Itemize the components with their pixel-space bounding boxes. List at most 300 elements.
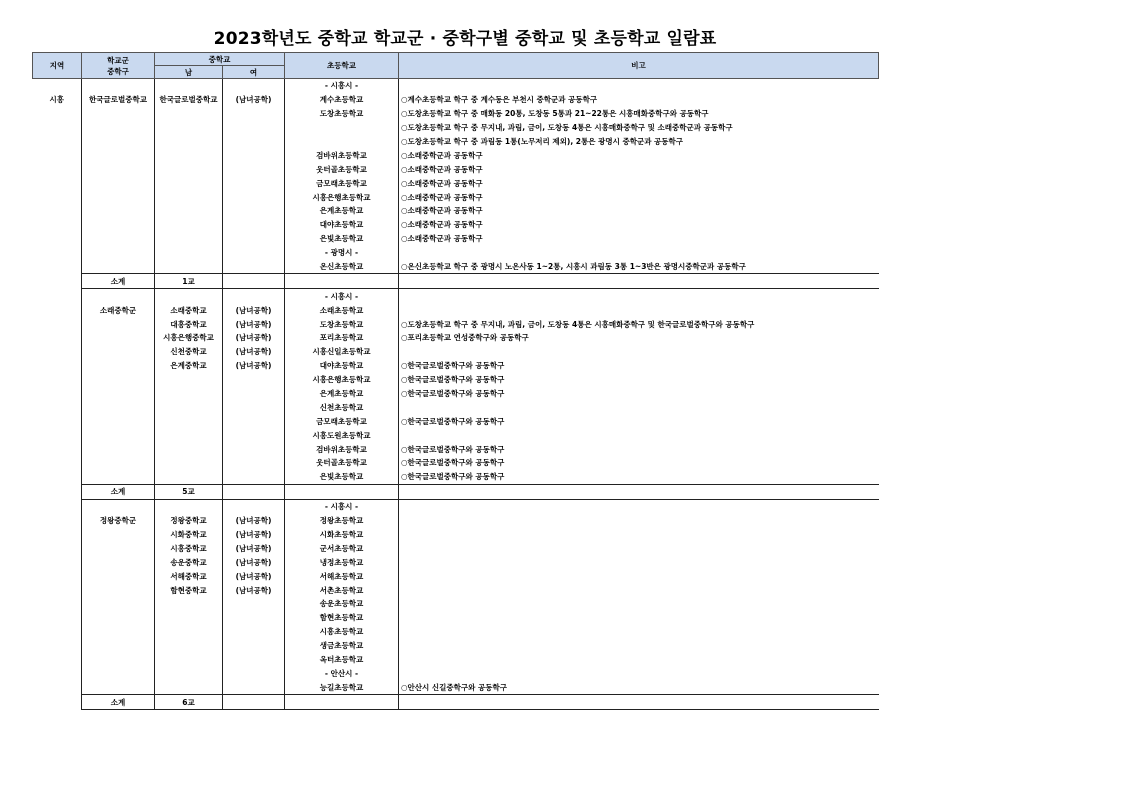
cell-elementary: 금모래초등학교	[285, 414, 399, 428]
cell-remarks: ○한국글로벌중학구와 공동학구	[401, 416, 505, 426]
cell-middle-school	[155, 680, 223, 694]
cell-remarks: ○한국글로벌중학구와 공동학구	[401, 472, 505, 482]
cell-middle-school: 시흥은행중학교	[155, 331, 223, 345]
cell-elementary: 도창초등학교	[285, 317, 399, 331]
cell-middle-school	[155, 232, 223, 246]
cell-region	[33, 456, 82, 470]
cell-region	[33, 135, 82, 149]
cell-elementary	[285, 135, 399, 149]
cell-remarks: ○안산시 신길중학구와 공동학구	[401, 682, 507, 692]
cell-elementary: 정왕초등학교	[285, 514, 399, 528]
cell-remarks	[399, 569, 879, 583]
cell-coed	[223, 666, 285, 680]
cell-coed	[223, 414, 285, 428]
cell-region	[33, 204, 82, 218]
cell-elementary: 시흥은행초등학교	[285, 373, 399, 387]
table-row	[33, 121, 879, 135]
cell-coed	[223, 456, 285, 470]
table-row	[33, 499, 879, 513]
cell-elementary: 능길초등학교	[285, 680, 399, 694]
cell-region	[33, 303, 82, 317]
cell-remarks: ○소래중학군과 공동학구	[401, 220, 483, 230]
table-row	[33, 246, 879, 260]
cell-remarks	[399, 400, 879, 414]
cell-middle-school: 6교	[155, 695, 223, 710]
table-row	[33, 303, 879, 317]
table-row	[33, 611, 879, 625]
table-row	[33, 470, 879, 484]
cell-middle-school: 한국글로벌중학교	[155, 93, 223, 107]
cell-elementary: 계수초등학교	[285, 93, 399, 107]
cell-school-group	[82, 162, 155, 176]
cell-elementary: 함현초등학교	[285, 611, 399, 625]
cell-region	[33, 107, 82, 121]
cell-remarks	[399, 639, 879, 653]
cell-coed	[223, 260, 285, 274]
cell-region	[33, 387, 82, 401]
cell-middle-school: 대흥중학교	[155, 317, 223, 331]
table-row	[33, 359, 879, 373]
cell-school-group	[82, 135, 155, 149]
cell-region	[33, 176, 82, 190]
cell-elementary: 옥터초등학교	[285, 653, 399, 667]
cell-elementary: 서촌초등학교	[285, 583, 399, 597]
cell-middle-school	[155, 611, 223, 625]
cell-elementary: 소래초등학교	[285, 303, 399, 317]
table-row	[33, 528, 879, 542]
cell-coed	[223, 387, 285, 401]
header-school-group-line1: 학교군	[107, 55, 129, 65]
cell-remarks: ○소래중학군과 공동학구	[401, 206, 483, 216]
cell-remarks	[399, 555, 879, 569]
cell-coed	[223, 428, 285, 442]
cell-middle-school: 1교	[155, 274, 223, 289]
cell-coed	[223, 639, 285, 653]
cell-elementary: 웃터골초등학교	[285, 162, 399, 176]
cell-school-group: 소계	[82, 695, 155, 710]
cell-school-group	[82, 583, 155, 597]
table-row	[33, 666, 879, 680]
cell-coed: (남녀공학)	[223, 555, 285, 569]
cell-region	[33, 597, 82, 611]
cell-school-group: 소계	[82, 484, 155, 499]
cell-middle-school	[155, 162, 223, 176]
table-row	[33, 625, 879, 639]
cell-school-group	[82, 190, 155, 204]
cell-coed	[223, 274, 285, 289]
table-row	[33, 289, 879, 303]
cell-school-group	[82, 148, 155, 162]
cell-coed	[223, 373, 285, 387]
table-row	[33, 442, 879, 456]
cell-remarks: ○소래중학군과 공동학구	[401, 150, 483, 160]
cell-middle-school	[155, 625, 223, 639]
table-row	[33, 176, 879, 190]
cell-region	[33, 331, 82, 345]
cell-school-group: 소래중학군	[82, 303, 155, 317]
cell-elementary: 은빛초등학교	[285, 470, 399, 484]
cell-remarks: ○도창초등학교 학구 중 무지내, 과림, 금이, 도창동 4통은 시흥매화중학구 및 소래중학군과 공동학구	[401, 123, 733, 133]
table-row	[33, 204, 879, 218]
cell-region	[33, 528, 82, 542]
table-row	[33, 639, 879, 653]
cell-remarks	[399, 514, 879, 528]
cell-region	[33, 484, 82, 499]
cell-school-group	[82, 680, 155, 694]
cell-school-group	[82, 317, 155, 331]
cell-coed	[223, 695, 285, 710]
cell-coed: (남녀공학)	[223, 331, 285, 345]
cell-remarks	[399, 345, 879, 359]
cell-school-group	[82, 639, 155, 653]
cell-remarks: ○소래중학군과 공동학구	[401, 164, 483, 174]
cell-region	[33, 541, 82, 555]
table-row	[33, 484, 879, 499]
cell-elementary: - 광명시 -	[285, 246, 399, 260]
table-header	[33, 53, 879, 79]
header-boys: 남	[155, 66, 223, 79]
cell-elementary	[285, 274, 399, 289]
cell-school-group	[82, 331, 155, 345]
cell-middle-school	[155, 499, 223, 513]
cell-coed	[223, 107, 285, 121]
cell-middle-school: 서해중학교	[155, 569, 223, 583]
cell-region	[33, 373, 82, 387]
cell-middle-school	[155, 79, 223, 93]
cell-remarks: ○한국글로벌중학구와 공동학구	[401, 361, 505, 371]
cell-elementary: 시흥신일초등학교	[285, 345, 399, 359]
table-row	[33, 190, 879, 204]
cell-remarks	[399, 695, 879, 710]
header-region: 지역	[33, 53, 82, 79]
cell-school-group	[82, 528, 155, 542]
table-row	[33, 232, 879, 246]
school-list-table-wrapper	[32, 52, 878, 710]
document-title: 2023학년도 중학교 학교군 · 중학구별 중학교 및 초등학교 일람표	[213, 29, 717, 49]
table-row	[33, 274, 879, 289]
cell-region	[33, 121, 82, 135]
cell-middle-school	[155, 653, 223, 667]
cell-coed: (남녀공학)	[223, 317, 285, 331]
cell-remarks	[399, 583, 879, 597]
cell-elementary: 시흥은행초등학교	[285, 190, 399, 204]
cell-region	[33, 428, 82, 442]
school-list-table	[32, 52, 879, 710]
cell-region	[33, 317, 82, 331]
table-row	[33, 514, 879, 528]
cell-school-group	[82, 204, 155, 218]
cell-region	[33, 555, 82, 569]
cell-coed	[223, 176, 285, 190]
cell-middle-school	[155, 260, 223, 274]
cell-remarks	[399, 274, 879, 289]
cell-elementary	[285, 695, 399, 710]
cell-school-group	[82, 625, 155, 639]
table-row	[33, 653, 879, 667]
cell-middle-school	[155, 176, 223, 190]
cell-region	[33, 289, 82, 303]
cell-middle-school	[155, 218, 223, 232]
cell-remarks: ○한국글로벌중학구와 공동학구	[401, 375, 505, 385]
cell-remarks: ○도창초등학교 학구 중 과림동 1통(노무저리 제외), 2통은 광명시 중학군과 공동학구	[401, 137, 684, 146]
cell-school-group	[82, 666, 155, 680]
table-row	[33, 218, 879, 232]
cell-school-group	[82, 218, 155, 232]
cell-remarks	[399, 246, 879, 260]
cell-coed	[223, 148, 285, 162]
cell-elementary: 웃터골초등학교	[285, 456, 399, 470]
cell-school-group	[82, 456, 155, 470]
cell-elementary: 시화초등학교	[285, 528, 399, 542]
cell-region	[33, 232, 82, 246]
cell-elementary: 시흥도원초등학교	[285, 428, 399, 442]
cell-elementary: 검바위초등학교	[285, 148, 399, 162]
table-row	[33, 583, 879, 597]
cell-school-group: 소계	[82, 274, 155, 289]
table-row	[33, 135, 879, 149]
cell-middle-school	[155, 204, 223, 218]
cell-region	[33, 260, 82, 274]
cell-school-group	[82, 289, 155, 303]
cell-middle-school: 소래중학교	[155, 303, 223, 317]
cell-region	[33, 680, 82, 694]
cell-school-group	[82, 260, 155, 274]
cell-region	[33, 79, 82, 93]
cell-coed: (남녀공학)	[223, 359, 285, 373]
cell-remarks	[399, 303, 879, 317]
cell-coed: (남녀공학)	[223, 569, 285, 583]
cell-remarks	[399, 499, 879, 513]
cell-region	[33, 345, 82, 359]
cell-school-group	[82, 611, 155, 625]
cell-elementary: 은계초등학교	[285, 204, 399, 218]
cell-coed: (남녀공학)	[223, 583, 285, 597]
table-row	[33, 569, 879, 583]
table-row	[33, 680, 879, 694]
cell-elementary	[285, 121, 399, 135]
cell-elementary: 시흥초등학교	[285, 625, 399, 639]
cell-remarks	[399, 528, 879, 542]
cell-school-group	[82, 499, 155, 513]
cell-elementary: 은계초등학교	[285, 387, 399, 401]
cell-elementary: 대야초등학교	[285, 218, 399, 232]
table-body	[33, 79, 879, 710]
table-row	[33, 148, 879, 162]
cell-school-group	[82, 555, 155, 569]
cell-region	[33, 583, 82, 597]
cell-middle-school	[155, 289, 223, 303]
cell-elementary: 서해초등학교	[285, 569, 399, 583]
cell-school-group	[82, 121, 155, 135]
cell-middle-school: 시흥중학교	[155, 541, 223, 555]
cell-elementary: 금모래초등학교	[285, 176, 399, 190]
cell-remarks: ○소래중학군과 공동학구	[401, 178, 483, 188]
cell-school-group	[82, 176, 155, 190]
cell-elementary: 도창초등학교	[285, 107, 399, 121]
cell-middle-school	[155, 400, 223, 414]
cell-middle-school	[155, 121, 223, 135]
cell-region	[33, 470, 82, 484]
table-row	[33, 414, 879, 428]
cell-middle-school	[155, 442, 223, 456]
cell-middle-school	[155, 597, 223, 611]
cell-school-group	[82, 653, 155, 667]
cell-elementary: 은빛초등학교	[285, 232, 399, 246]
cell-region	[33, 639, 82, 653]
cell-school-group	[82, 470, 155, 484]
cell-middle-school	[155, 107, 223, 121]
cell-coed	[223, 79, 285, 93]
cell-middle-school	[155, 639, 223, 653]
cell-coed: (남녀공학)	[223, 345, 285, 359]
cell-region	[33, 625, 82, 639]
table-row	[33, 597, 879, 611]
cell-remarks	[399, 597, 879, 611]
table-row	[33, 93, 879, 107]
cell-middle-school	[155, 470, 223, 484]
cell-coed	[223, 232, 285, 246]
cell-remarks	[399, 289, 879, 303]
cell-region: 시흥	[49, 95, 64, 105]
cell-coed	[223, 597, 285, 611]
cell-middle-school	[155, 387, 223, 401]
cell-region	[33, 499, 82, 513]
cell-middle-school: 함현중학교	[155, 583, 223, 597]
table-row	[33, 400, 879, 414]
cell-remarks: ○포리초등학교 연성중학구와 공동학구	[401, 333, 529, 343]
cell-region	[33, 274, 82, 289]
cell-remarks	[399, 428, 879, 442]
cell-region	[33, 218, 82, 232]
cell-elementary: 신천초등학교	[285, 400, 399, 414]
table-row	[33, 555, 879, 569]
header-school-group-line2: 중학구	[107, 66, 129, 76]
cell-coed	[223, 611, 285, 625]
cell-middle-school	[155, 135, 223, 149]
cell-middle-school: 5교	[155, 484, 223, 499]
cell-school-group	[82, 569, 155, 583]
cell-region	[33, 653, 82, 667]
cell-school-group	[82, 246, 155, 260]
cell-school-group	[82, 373, 155, 387]
cell-elementary: 포리초등학교	[285, 331, 399, 345]
cell-elementary: 냉정초등학교	[285, 555, 399, 569]
cell-coed	[223, 190, 285, 204]
cell-school-group	[82, 541, 155, 555]
cell-region	[33, 414, 82, 428]
cell-middle-school	[155, 373, 223, 387]
cell-coed	[223, 625, 285, 639]
cell-middle-school	[155, 428, 223, 442]
cell-region	[33, 569, 82, 583]
cell-coed	[223, 484, 285, 499]
cell-remarks: ○계수초등학교 학구 중 계수동은 부천시 중학군과 공동학구	[401, 95, 598, 105]
cell-coed: (남녀공학)	[223, 541, 285, 555]
table-row	[33, 695, 879, 710]
table-row	[33, 331, 879, 345]
cell-school-group: 정왕중학군	[82, 514, 155, 528]
cell-middle-school: 정왕중학교	[155, 514, 223, 528]
cell-remarks	[399, 666, 879, 680]
cell-school-group	[82, 359, 155, 373]
cell-region	[33, 148, 82, 162]
cell-middle-school	[155, 190, 223, 204]
cell-school-group	[82, 387, 155, 401]
cell-coed	[223, 246, 285, 260]
cell-coed	[223, 218, 285, 232]
cell-remarks	[399, 79, 879, 93]
cell-region	[33, 400, 82, 414]
cell-elementary: - 안산시 -	[285, 666, 399, 680]
table-row	[33, 162, 879, 176]
table-row	[33, 317, 879, 331]
cell-remarks: ○한국글로벌중학구와 공동학구	[401, 444, 505, 454]
cell-middle-school: 시화중학교	[155, 528, 223, 542]
header-elementary: 초등학교	[285, 53, 399, 79]
cell-middle-school	[155, 414, 223, 428]
cell-region	[33, 611, 82, 625]
cell-coed	[223, 442, 285, 456]
header-school-group	[82, 53, 155, 79]
cell-region	[33, 162, 82, 176]
cell-middle-school	[155, 148, 223, 162]
cell-elementary: - 시흥시 -	[285, 499, 399, 513]
cell-remarks	[399, 484, 879, 499]
cell-elementary: 송운초등학교	[285, 597, 399, 611]
cell-remarks: ○도창초등학교 학구 중 무지내, 과림, 금이, 도창동 4통은 시흥매화중학구 및 한국글로벌중학구와 공동학구	[401, 319, 755, 329]
cell-school-group	[82, 345, 155, 359]
cell-elementary: 온신초등학교	[285, 260, 399, 274]
cell-elementary	[285, 484, 399, 499]
cell-remarks: ○한국글로벌중학구와 공동학구	[401, 458, 505, 468]
cell-coed	[223, 135, 285, 149]
cell-remarks: ○소래중학군과 공동학구	[401, 192, 483, 202]
cell-school-group	[82, 597, 155, 611]
table-row	[33, 541, 879, 555]
cell-school-group	[82, 232, 155, 246]
table-row	[33, 260, 879, 274]
header-girls: 여	[223, 66, 285, 79]
cell-middle-school: 송운중학교	[155, 555, 223, 569]
cell-coed: (남녀공학)	[223, 514, 285, 528]
table-row	[33, 107, 879, 121]
cell-region	[33, 246, 82, 260]
cell-school-group	[82, 79, 155, 93]
cell-remarks: ○한국글로벌중학구와 공동학구	[401, 389, 505, 399]
cell-coed: (남녀공학)	[223, 93, 285, 107]
cell-coed	[223, 204, 285, 218]
cell-school-group	[82, 442, 155, 456]
cell-coed	[223, 470, 285, 484]
cell-remarks	[399, 653, 879, 667]
table-row	[33, 387, 879, 401]
cell-remarks	[399, 611, 879, 625]
table-row	[33, 345, 879, 359]
cell-region	[33, 695, 82, 710]
cell-middle-school: 신천중학교	[155, 345, 223, 359]
cell-elementary: - 시흥시 -	[285, 289, 399, 303]
table-row	[33, 428, 879, 442]
cell-middle-school: 은계중학교	[155, 359, 223, 373]
cell-region	[33, 442, 82, 456]
cell-coed: (남녀공학)	[223, 303, 285, 317]
cell-elementary: 생금초등학교	[285, 639, 399, 653]
cell-coed	[223, 653, 285, 667]
cell-elementary: 검바위초등학교	[285, 442, 399, 456]
cell-elementary: 군서초등학교	[285, 541, 399, 555]
cell-school-group	[82, 414, 155, 428]
table-row	[33, 373, 879, 387]
